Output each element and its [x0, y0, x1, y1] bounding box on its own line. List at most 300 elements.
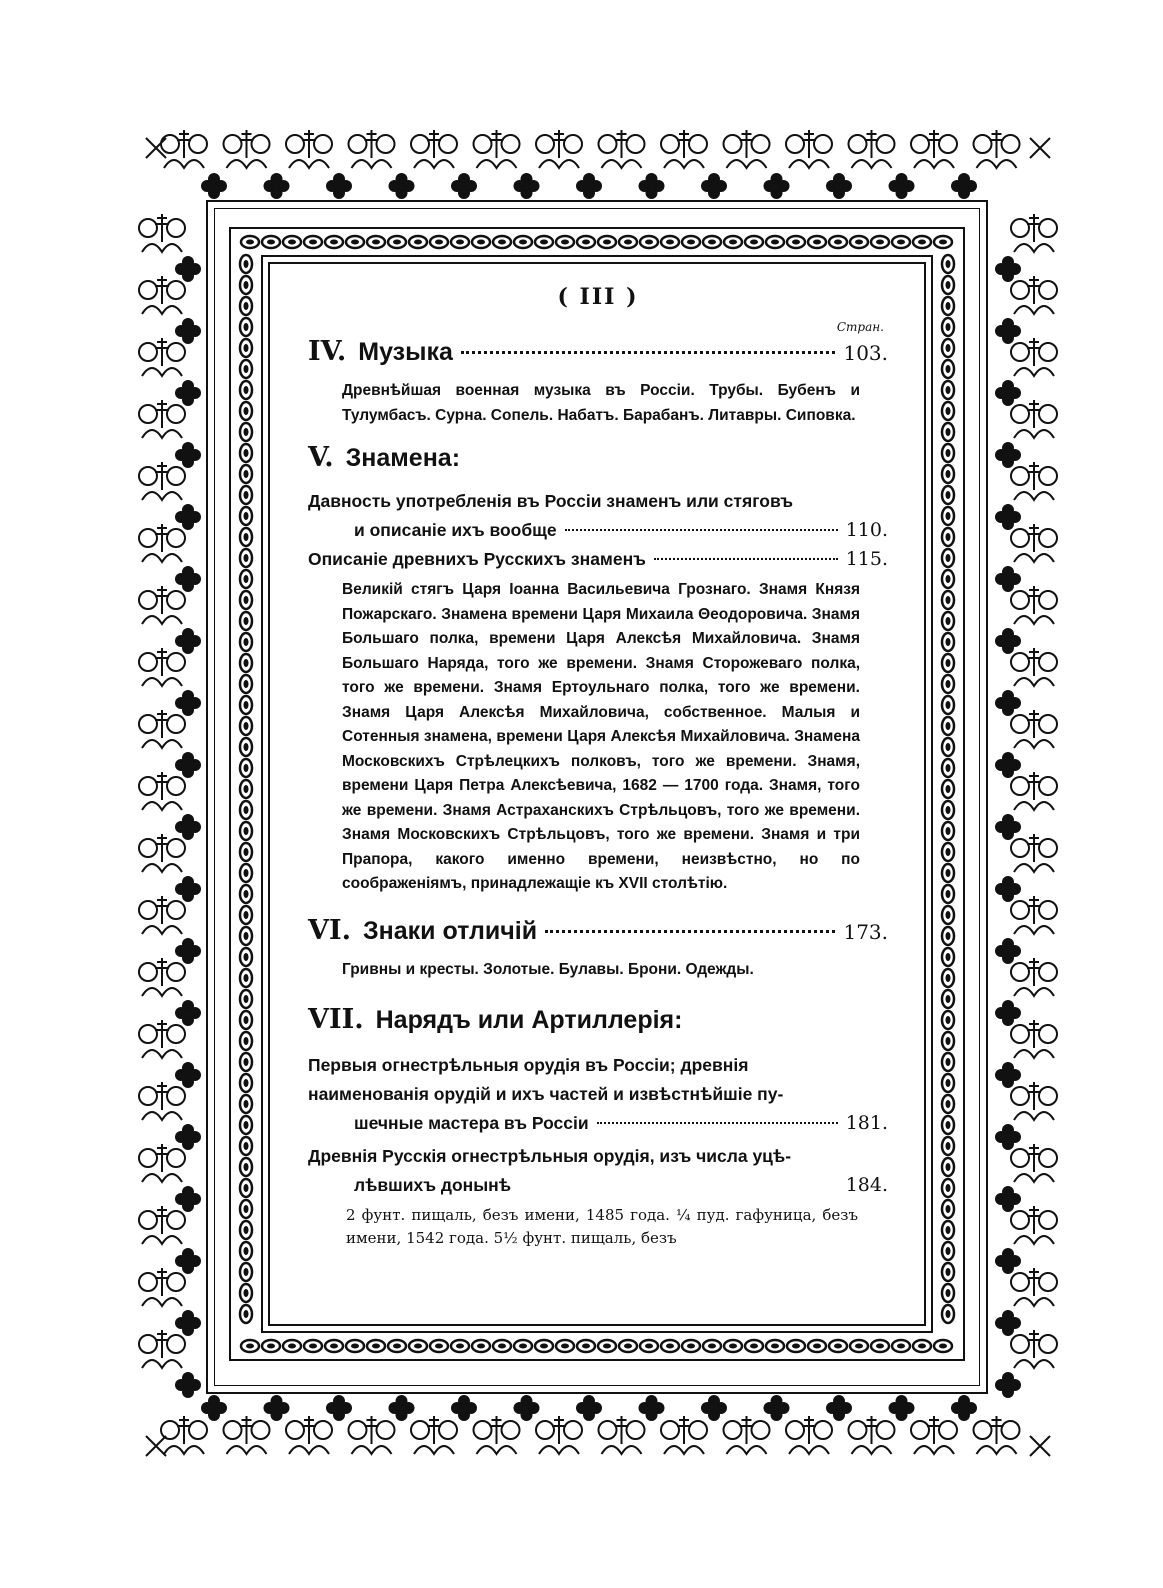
- ornament-motif: [1011, 214, 1057, 252]
- chain-link: [240, 612, 252, 630]
- ornament-motif: [474, 1416, 520, 1454]
- chain-link: [913, 1340, 931, 1352]
- entry-page: 110.: [845, 519, 888, 541]
- quatrefoil-icon: [175, 938, 201, 964]
- chain-link: [829, 236, 847, 248]
- entry-line1: Описаніе древнихъ Русскихъ знаменъ: [308, 549, 646, 569]
- chain-link: [240, 633, 252, 651]
- ornament-motif: [1011, 338, 1057, 376]
- chain-link: [325, 236, 343, 248]
- quatrefoil-icon: [514, 1395, 540, 1421]
- chain-link: [240, 1137, 252, 1155]
- chain-link: [240, 297, 252, 315]
- chain-link: [942, 654, 954, 672]
- chain-link: [240, 549, 252, 567]
- ornament-motif: [911, 1416, 957, 1454]
- chain-link: [661, 236, 679, 248]
- ornament-motif: [139, 896, 185, 934]
- chain-link: [241, 1340, 259, 1352]
- entry-line2-row: [308, 1171, 888, 1200]
- chain-link: [942, 528, 954, 546]
- chain-link: [240, 906, 252, 924]
- ornament-motif: [661, 130, 707, 168]
- ornament-motif: [139, 648, 185, 686]
- entry-line2: лѣвшихъ донынѣ: [354, 1175, 512, 1195]
- quatrefoil-icon: [326, 173, 352, 199]
- chain-link: [942, 360, 954, 378]
- section-title: Знамена:: [345, 444, 461, 472]
- section-title: Музыка: [358, 338, 453, 366]
- entry-page: 115.: [845, 548, 888, 570]
- quatrefoil-icon: [175, 1372, 201, 1398]
- chain-link: [430, 1340, 448, 1352]
- chain-link: [892, 1340, 910, 1352]
- ornament-motif: [911, 130, 957, 168]
- chain-link: [703, 236, 721, 248]
- chain-link: [240, 465, 252, 483]
- ornament-motif: [224, 1416, 270, 1454]
- quatrefoil-icon: [995, 1000, 1021, 1026]
- quatrefoil-icon: [995, 752, 1021, 778]
- ornament-motif: [599, 130, 645, 168]
- chain-link: [942, 1032, 954, 1050]
- chain-link: [240, 591, 252, 609]
- chain-link: [942, 1074, 954, 1092]
- chain-link: [942, 738, 954, 756]
- entry-line2: шечные мастера въ Россіи: [354, 1113, 589, 1133]
- quatrefoil-icon: [389, 1395, 415, 1421]
- quatrefoil-icon: [175, 442, 201, 468]
- chain-link: [942, 1158, 954, 1176]
- section-v-description: Великій стягъ Царя Іоанна Васильевича Грознаго. Знамя Князя Пожарскаго. Знамена времени Царя Михаила Θеодоровича. Знамя Большаго полка, времени Царя Алексѣя Михайловича. Знамя Большаго Наряда, того же времени. Знамя Сторожеваго полка, того же времени. Знамя Ертоульнаго полка, того же времени. Знамя Царя Алексѣя Михайловича, собственное. Малыя и Сотенныя знамена, времени Царя Алексѣя Михайловича. Знамена Московскихъ Стрѣлецкихъ полковъ, того же времени. Знамя, времени Царя Петра Алексѣевича, 1682 — 1700 года. Знамя, того же времени. Знамя Астраханскихъ Стрѣльцовъ, того же времени. Знамя Московскихъ Стрѣльцовъ, того же времени. Знамя и три Прапора, какого именно времени, неизвѣстно, но по соображеніямъ, принадлежащіе къ XVII столѣтію.: [342, 581, 860, 892]
- quatrefoil-icon: [175, 566, 201, 592]
- chain-link: [240, 1221, 252, 1239]
- chain-link: [240, 759, 252, 777]
- chain-link: [240, 444, 252, 462]
- quatrefoil-icon: [175, 1248, 201, 1274]
- quatrefoil-icon: [995, 504, 1021, 530]
- chain-link: [942, 1221, 954, 1239]
- chain-link: [942, 927, 954, 945]
- chain-link: [942, 633, 954, 651]
- chain-link: [283, 236, 301, 248]
- chain-link: [942, 1263, 954, 1281]
- chain-link: [240, 969, 252, 987]
- ornament-motif: [161, 1416, 207, 1454]
- ornament-motif: [411, 1416, 457, 1454]
- chain-link: [787, 1340, 805, 1352]
- quatrefoil-icon: [995, 1124, 1021, 1150]
- section-v-heading: [308, 442, 888, 473]
- chain-link: [240, 318, 252, 336]
- chain-link: [850, 1340, 868, 1352]
- quatrefoil-icon: [175, 752, 201, 778]
- toc-entry: [308, 487, 888, 545]
- ornament-motif: [139, 1082, 185, 1120]
- quatrefoil-icon: [201, 1395, 227, 1421]
- chain-link: [556, 236, 574, 248]
- chain-link: [942, 906, 954, 924]
- entry-page: 184.: [845, 1174, 888, 1196]
- chain-link: [942, 1011, 954, 1029]
- chain-link: [367, 236, 385, 248]
- section-numeral: IV.: [308, 336, 347, 367]
- chain-link: [942, 864, 954, 882]
- chain-link: [283, 1340, 301, 1352]
- quatrefoil-icon: [951, 1395, 977, 1421]
- section-vii-small-text: 2 фунт. пищаль, безъ имени, 1485 года. ¼ пуд. гафуница, безъ имени, 1542 года. 5½ фунт. пищаль, безъ: [346, 1206, 858, 1247]
- chain-link: [388, 236, 406, 248]
- quatrefoil-icon: [175, 814, 201, 840]
- chain-link: [240, 885, 252, 903]
- chain-link: [942, 990, 954, 1008]
- quatrefoil-icon: [995, 690, 1021, 716]
- chain-link: [535, 236, 553, 248]
- chain-link: [240, 423, 252, 441]
- chain-link: [240, 948, 252, 966]
- chain-link: [942, 1116, 954, 1134]
- section-vi-description: Гривны и кресты. Золотые. Булавы. Брони. Одежды.: [342, 960, 754, 978]
- chain-link: [942, 444, 954, 462]
- ornament-motif: [1011, 896, 1057, 934]
- chain-link: [942, 570, 954, 588]
- table-of-contents: [308, 278, 888, 1250]
- quatrefoil-icon: [764, 1395, 790, 1421]
- chain-link: [367, 1340, 385, 1352]
- ornament-motif: [536, 130, 582, 168]
- ornament-motif: [661, 1416, 707, 1454]
- chain-link: [942, 696, 954, 714]
- entry-line2: и описаніе ихъ вообще: [354, 520, 557, 540]
- ornament-motif: [139, 462, 185, 500]
- chain-link: [240, 1116, 252, 1134]
- chain-link: [808, 236, 826, 248]
- ornament-motif: [1011, 1082, 1057, 1120]
- quatrefoil-icon: [995, 1248, 1021, 1274]
- toc-entry: [308, 545, 888, 574]
- quatrefoil-icon: [826, 173, 852, 199]
- chain-link: [724, 1340, 742, 1352]
- chain-link: [240, 864, 252, 882]
- chain-link: [942, 1053, 954, 1071]
- chain-link: [430, 236, 448, 248]
- chain-link: [942, 1305, 954, 1323]
- ornament-motif: [286, 1416, 332, 1454]
- chain-link: [942, 297, 954, 315]
- quatrefoil-icon: [175, 628, 201, 654]
- chain-link: [240, 843, 252, 861]
- chain-link: [240, 1032, 252, 1050]
- chain-link: [240, 1284, 252, 1302]
- quatrefoil-icon: [995, 814, 1021, 840]
- entry-row: [308, 545, 888, 574]
- chain-link: [240, 801, 252, 819]
- chain-link: [472, 236, 490, 248]
- chain-link: [682, 236, 700, 248]
- ornament-motif: [161, 130, 207, 168]
- chain-link: [409, 236, 427, 248]
- quatrefoil-icon: [514, 173, 540, 199]
- quatrefoil-icon: [995, 938, 1021, 964]
- ornament-motif: [139, 276, 185, 314]
- ornament-motif: [139, 834, 185, 872]
- dot-leader: [565, 529, 838, 531]
- quatrefoil-icon: [175, 380, 201, 406]
- ornament-motif: [139, 1206, 185, 1244]
- chain-link: [871, 1340, 889, 1352]
- ornament-motif: [349, 130, 395, 168]
- ornament-motif: [474, 130, 520, 168]
- quatrefoil-icon: [701, 173, 727, 199]
- quatrefoil-icon: [264, 173, 290, 199]
- chain-link: [514, 1340, 532, 1352]
- quatrefoil-icon: [264, 1395, 290, 1421]
- chain-link: [942, 675, 954, 693]
- chain-link: [240, 696, 252, 714]
- entry-line1: Давность употребленія въ Россіи знаменъ или стяговъ: [308, 491, 794, 511]
- chain-link: [556, 1340, 574, 1352]
- chain-link: [325, 1340, 343, 1352]
- chain-link: [240, 654, 252, 672]
- chain-link: [240, 738, 252, 756]
- dot-leader: [519, 1184, 838, 1186]
- chain-link: [240, 1305, 252, 1323]
- ornament-motif: [224, 130, 270, 168]
- quatrefoil-icon: [951, 173, 977, 199]
- chain-link: [619, 236, 637, 248]
- ornament-motif: [724, 1416, 770, 1454]
- chain-link: [942, 885, 954, 903]
- quatrefoil-icon: [826, 1395, 852, 1421]
- quatrefoil-icon: [451, 1395, 477, 1421]
- chain-link: [577, 1340, 595, 1352]
- ornament-motif: [1011, 1206, 1057, 1244]
- chain-link: [598, 236, 616, 248]
- ornament-motif: [974, 1416, 1020, 1454]
- chain-link: [451, 236, 469, 248]
- chain-link: [346, 236, 364, 248]
- chain-link: [942, 717, 954, 735]
- chain-link: [240, 1263, 252, 1281]
- chain-link: [240, 402, 252, 420]
- ornament-motif: [1011, 834, 1057, 872]
- chain-link: [240, 1074, 252, 1092]
- chain-link: [942, 822, 954, 840]
- chain-link: [942, 1095, 954, 1113]
- chain-link: [493, 236, 511, 248]
- chain-link: [745, 236, 763, 248]
- section-iv-description: Древнѣйшая военная музыка въ Россіи. Трубы. Бубенъ и Тулумбасъ. Сурна. Сопель. Набатъ. Барабанъ. Литавры. Сиповка.: [342, 382, 860, 424]
- chain-link: [942, 465, 954, 483]
- ornament-motif: [974, 130, 1020, 168]
- ornament-motif: [139, 772, 185, 810]
- chain-link: [240, 1179, 252, 1197]
- chain-link: [871, 236, 889, 248]
- chain-link: [661, 1340, 679, 1352]
- chain-link: [262, 236, 280, 248]
- quatrefoil-icon: [995, 566, 1021, 592]
- ornament-motif: [1011, 1268, 1057, 1306]
- ornament-motif: [139, 1144, 185, 1182]
- chain-link: [942, 948, 954, 966]
- ornament-motif: [1011, 1330, 1057, 1368]
- ornament-motif: [849, 1416, 895, 1454]
- quatrefoil-icon: [995, 876, 1021, 902]
- section-title: Знаки отличій: [362, 916, 538, 945]
- quatrefoil-icon: [175, 318, 201, 344]
- ornament-motif: [1011, 710, 1057, 748]
- chain-link: [942, 612, 954, 630]
- chain-link: [240, 381, 252, 399]
- ornament-motif: [1011, 648, 1057, 686]
- chain-link: [577, 236, 595, 248]
- quatrefoil-icon: [995, 256, 1021, 282]
- section-numeral: VII.: [308, 1004, 364, 1035]
- chain-link: [942, 1284, 954, 1302]
- chain-link: [682, 1340, 700, 1352]
- dot-leader: [461, 351, 836, 354]
- chain-link: [240, 717, 252, 735]
- entry-line1: Первыя огнестрѣльныя орудія въ Россіи; древнія наименованія орудій и ихъ частей и извѣстнѣйшіе пу-: [308, 1055, 784, 1104]
- quatrefoil-icon: [175, 504, 201, 530]
- section-numeral: V.: [308, 442, 334, 473]
- chain-link: [240, 339, 252, 357]
- chain-link: [640, 236, 658, 248]
- chain-link: [535, 1340, 553, 1352]
- pages-column-label: Стран.: [836, 320, 884, 334]
- chain-link: [892, 236, 910, 248]
- chain-link: [745, 1340, 763, 1352]
- ornament-motif: [786, 1416, 832, 1454]
- chain-link: [346, 1340, 364, 1352]
- chain-link: [942, 507, 954, 525]
- quatrefoil-icon: [175, 876, 201, 902]
- ornament-motif: [286, 130, 332, 168]
- chain-link: [942, 1242, 954, 1260]
- quatrefoil-icon: [175, 1000, 201, 1026]
- entry-line2-row: [308, 516, 888, 545]
- quatrefoil-icon: [995, 1186, 1021, 1212]
- ornament-motif: [786, 130, 832, 168]
- chain-link: [240, 255, 252, 273]
- quatrefoil-icon: [175, 1124, 201, 1150]
- quatrefoil-icon: [995, 442, 1021, 468]
- ornament-motif: [1011, 958, 1057, 996]
- chain-link: [724, 236, 742, 248]
- section-vi-heading: [308, 915, 888, 946]
- chain-link: [240, 276, 252, 294]
- ornament-motif: [724, 130, 770, 168]
- quatrefoil-icon: [201, 173, 227, 199]
- entry-page: 181.: [845, 1112, 888, 1134]
- ornament-motif: [139, 1020, 185, 1058]
- quatrefoil-icon: [995, 380, 1021, 406]
- chain-link: [850, 236, 868, 248]
- chain-link: [942, 402, 954, 420]
- chain-link: [942, 381, 954, 399]
- quatrefoil-icon: [764, 173, 790, 199]
- quatrefoil-icon: [451, 173, 477, 199]
- quatrefoil-icon: [995, 318, 1021, 344]
- chain-link: [240, 675, 252, 693]
- chain-link: [942, 1137, 954, 1155]
- toc-entry: [308, 1142, 888, 1200]
- quatrefoil-icon: [995, 1062, 1021, 1088]
- quatrefoil-icon: [701, 1395, 727, 1421]
- section-page: 103.: [843, 341, 888, 365]
- chain-link: [388, 1340, 406, 1352]
- quatrefoil-icon: [175, 690, 201, 716]
- chain-link: [240, 927, 252, 945]
- quatrefoil-icon: [889, 1395, 915, 1421]
- quatrefoil-icon: [175, 1186, 201, 1212]
- ornament-motif: [349, 1416, 395, 1454]
- chain-link: [942, 759, 954, 777]
- entry-line2-row: [308, 1109, 888, 1138]
- section-iv-heading: [308, 336, 888, 367]
- chain-link: [240, 570, 252, 588]
- ornament-motif: [1011, 462, 1057, 500]
- section-numeral: VI.: [308, 914, 351, 946]
- quatrefoil-icon: [326, 1395, 352, 1421]
- chain-link: [829, 1340, 847, 1352]
- quatrefoil-icon: [995, 1310, 1021, 1336]
- chain-link: [942, 969, 954, 987]
- chain-link: [409, 1340, 427, 1352]
- ornament-motif: [139, 214, 185, 252]
- ornament-motif: [849, 130, 895, 168]
- dot-leader: [545, 930, 835, 933]
- ornament-motif: [1011, 586, 1057, 624]
- chain-link: [240, 990, 252, 1008]
- section-page: 173.: [843, 919, 888, 944]
- quatrefoil-icon: [639, 173, 665, 199]
- ornament-motif: [139, 586, 185, 624]
- ornament-motif: [1011, 1144, 1057, 1182]
- chain-link: [942, 1179, 954, 1197]
- ornament-motif: [139, 958, 185, 996]
- ornament-motif: [411, 130, 457, 168]
- chain-link: [240, 360, 252, 378]
- chain-link: [240, 1242, 252, 1260]
- chain-link: [240, 1200, 252, 1218]
- chain-link: [640, 1340, 658, 1352]
- chain-link: [942, 591, 954, 609]
- chain-link: [240, 780, 252, 798]
- chain-link: [787, 236, 805, 248]
- chain-link: [240, 528, 252, 546]
- entry-line1: Древнія Русскія огнестрѣльныя орудія, изъ числа уцѣ-: [308, 1146, 792, 1166]
- chain-link: [942, 549, 954, 567]
- chain-link: [240, 1011, 252, 1029]
- ornament-motif: [139, 524, 185, 562]
- chain-link: [619, 1340, 637, 1352]
- chain-link: [703, 1340, 721, 1352]
- chain-link: [934, 236, 952, 248]
- quatrefoil-icon: [889, 173, 915, 199]
- chain-link: [240, 1053, 252, 1071]
- chain-link: [942, 318, 954, 336]
- quatrefoil-icon: [175, 1310, 201, 1336]
- ornament-motif: [1011, 772, 1057, 810]
- section-title: Нарядъ или Артиллерія:: [375, 1006, 683, 1034]
- quatrefoil-icon: [576, 1395, 602, 1421]
- chain-link: [942, 843, 954, 861]
- chain-link: [241, 236, 259, 248]
- chain-link: [240, 486, 252, 504]
- ornament-motif: [1011, 524, 1057, 562]
- quatrefoil-icon: [175, 256, 201, 282]
